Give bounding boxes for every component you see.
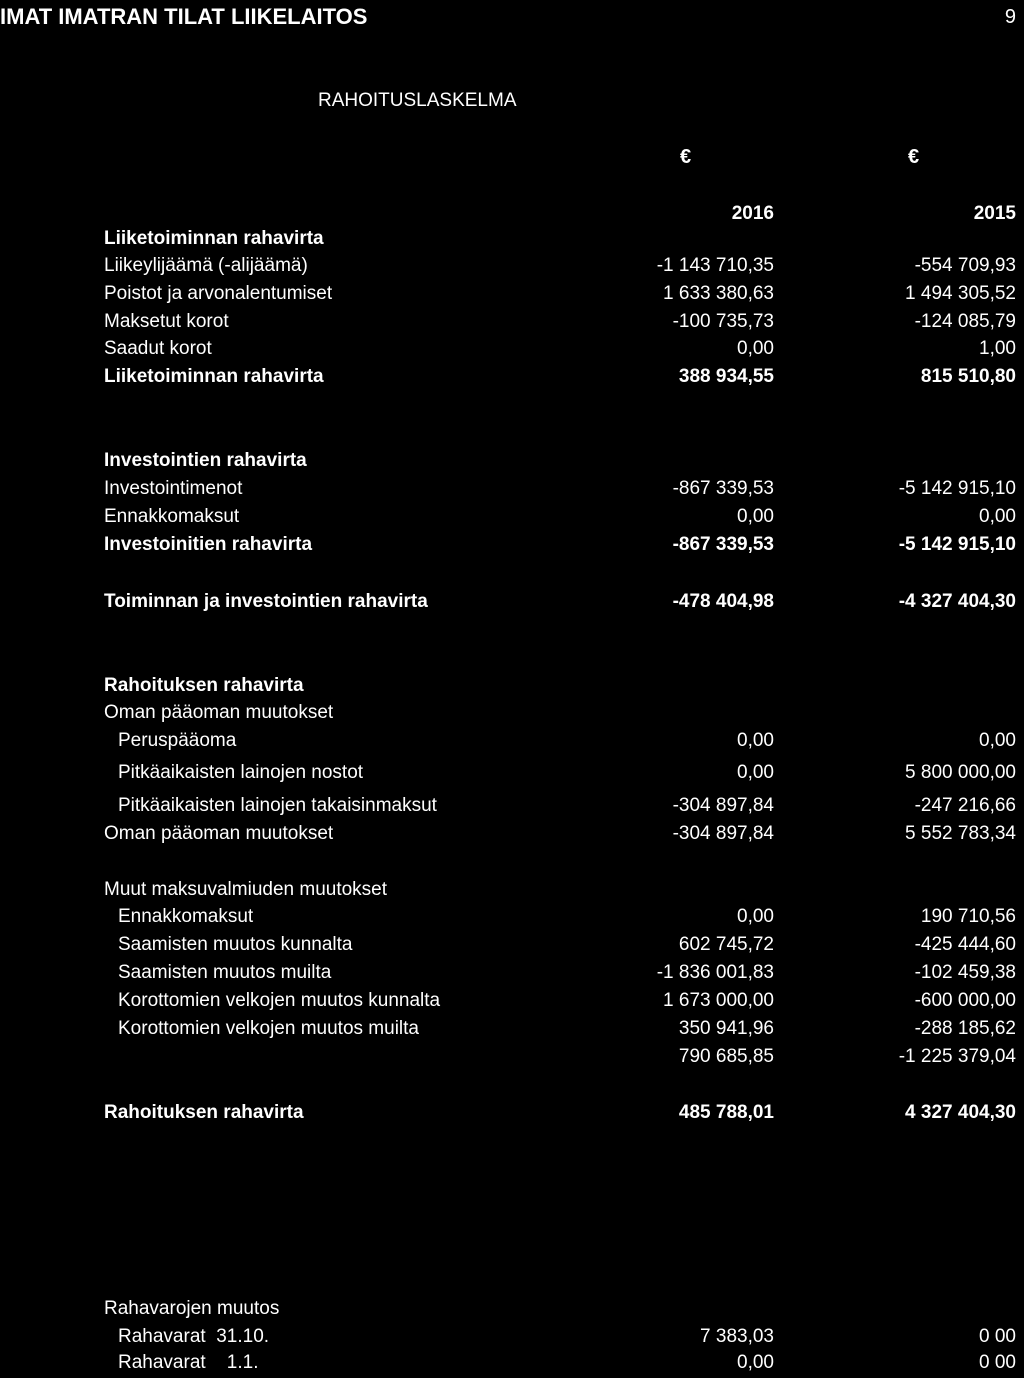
section-heading-financing: Rahoituksen rahavirta bbox=[104, 675, 304, 696]
row-label: Ennakkomaksut bbox=[118, 906, 254, 927]
row-label: Rahavarat 1.1. bbox=[118, 1352, 259, 1373]
row-value-2015: 1,00 bbox=[979, 338, 1016, 359]
row-value-2016: -867 339,53 bbox=[672, 478, 774, 499]
row-label: Pitkäaikaisten lainojen nostot bbox=[118, 762, 364, 783]
row-label: Korottomien velkojen muutos kunnalta bbox=[118, 990, 441, 1011]
section-heading-investing: Investointien rahavirta bbox=[104, 450, 307, 471]
year-header-2015: 2015 bbox=[973, 203, 1016, 224]
row-value-2016: 0,00 bbox=[737, 762, 774, 783]
subsection-heading-other-liquidity: Muut maksuvalmiuden muutokset bbox=[104, 879, 388, 900]
row-value-2016: 350 941,96 bbox=[678, 1018, 774, 1039]
row-value-2016: 602 745,72 bbox=[678, 934, 774, 955]
page-number: 9 bbox=[1004, 6, 1016, 28]
row-label: Rahavarat 31.10. bbox=[118, 1326, 270, 1347]
row-value-2015: -4 327 404,30 bbox=[898, 591, 1016, 612]
row-value-2015: 5 800 000,00 bbox=[905, 762, 1016, 783]
row-value-2016: -304 897,84 bbox=[672, 795, 774, 816]
row-value-2016: -1 143 710,35 bbox=[656, 255, 774, 276]
row-label: Liikeylijäämä (-alijäämä) bbox=[104, 255, 308, 276]
row-label: Investointimenot bbox=[104, 478, 243, 499]
row-value-2015: -288 185,62 bbox=[914, 1018, 1016, 1039]
row-label: Toiminnan ja investointien rahavirta bbox=[104, 591, 428, 612]
row-value-2016: 790 685,85 bbox=[678, 1046, 774, 1067]
row-value-2016: -478 404,98 bbox=[672, 591, 774, 612]
row-value-2016: 485 788,01 bbox=[678, 1102, 774, 1123]
row-value-2015: 815 510,80 bbox=[920, 366, 1016, 387]
row-label: Saadut korot bbox=[104, 338, 212, 359]
row-value-2015: 0 00 bbox=[979, 1326, 1016, 1347]
row-value-2015: -600 000,00 bbox=[914, 990, 1016, 1011]
statement-title: RAHOITUSLASKELMA bbox=[318, 90, 517, 111]
row-value-2015: -124 085,79 bbox=[914, 311, 1016, 332]
row-value-2015: 0 00 bbox=[979, 1352, 1016, 1373]
row-value-2015: 4 327 404,30 bbox=[905, 1102, 1016, 1123]
row-value-2015: 0,00 bbox=[979, 730, 1016, 751]
row-label: Investoinitien rahavirta bbox=[104, 534, 313, 555]
row-label: Saamisten muutos kunnalta bbox=[118, 934, 353, 955]
row-value-2015: 5 552 783,34 bbox=[905, 823, 1016, 844]
row-value-2016: 1 673 000,00 bbox=[663, 990, 774, 1011]
row-value-2015: -102 459,38 bbox=[914, 962, 1016, 983]
row-label: Ennakkomaksut bbox=[104, 506, 240, 527]
currency-symbol-2015: € bbox=[908, 146, 920, 168]
section-heading-operating: Liiketoiminnan rahavirta bbox=[104, 228, 324, 249]
row-value-2015: 0,00 bbox=[979, 506, 1016, 527]
year-header-2016: 2016 bbox=[731, 203, 774, 224]
row-value-2015: 190 710,56 bbox=[920, 906, 1016, 927]
row-value-2016: 388 934,55 bbox=[678, 366, 774, 387]
row-value-2016: 0,00 bbox=[737, 906, 774, 927]
row-value-2016: 0,00 bbox=[737, 338, 774, 359]
row-value-2016: 7 383,03 bbox=[700, 1326, 774, 1347]
currency-symbol-2016: € bbox=[680, 146, 692, 168]
row-value-2015: -5 142 915,10 bbox=[898, 478, 1016, 499]
subsection-heading-equity: Oman pääoman muutokset bbox=[104, 702, 334, 723]
row-label: Maksetut korot bbox=[104, 311, 229, 332]
row-label: Korottomien velkojen muutos muilta bbox=[118, 1018, 419, 1039]
row-label: Saamisten muutos muilta bbox=[118, 962, 332, 983]
row-value-2015: -554 709,93 bbox=[914, 255, 1016, 276]
row-value-2015: -5 142 915,10 bbox=[898, 534, 1016, 555]
row-value-2016: 0,00 bbox=[737, 506, 774, 527]
row-value-2016: 1 633 380,63 bbox=[663, 283, 774, 304]
row-label: Pitkäaikaisten lainojen takaisinmaksut bbox=[118, 795, 437, 816]
row-label: Poistot ja arvonalentumiset bbox=[104, 283, 333, 304]
row-value-2015: -1 225 379,04 bbox=[898, 1046, 1016, 1067]
row-label: Peruspääoma bbox=[118, 730, 237, 751]
row-value-2016: -304 897,84 bbox=[672, 823, 774, 844]
row-value-2016: 0,00 bbox=[737, 730, 774, 751]
row-label: Oman pääoman muutokset bbox=[104, 823, 334, 844]
row-value-2015: -425 444,60 bbox=[914, 934, 1016, 955]
organization-title: IMAT IMATRAN TILAT LIIKELAITOS bbox=[0, 4, 368, 29]
row-value-2016: -867 339,53 bbox=[672, 534, 774, 555]
section-heading-cash-change: Rahavarojen muutos bbox=[104, 1298, 280, 1319]
row-value-2016: -100 735,73 bbox=[672, 311, 774, 332]
row-label: Rahoituksen rahavirta bbox=[104, 1102, 304, 1123]
row-value-2016: -1 836 001,83 bbox=[656, 962, 774, 983]
row-value-2015: 1 494 305,52 bbox=[905, 283, 1016, 304]
row-value-2015: -247 216,66 bbox=[914, 795, 1016, 816]
row-value-2016: 0,00 bbox=[737, 1352, 774, 1373]
row-label: Liiketoiminnan rahavirta bbox=[104, 366, 324, 387]
